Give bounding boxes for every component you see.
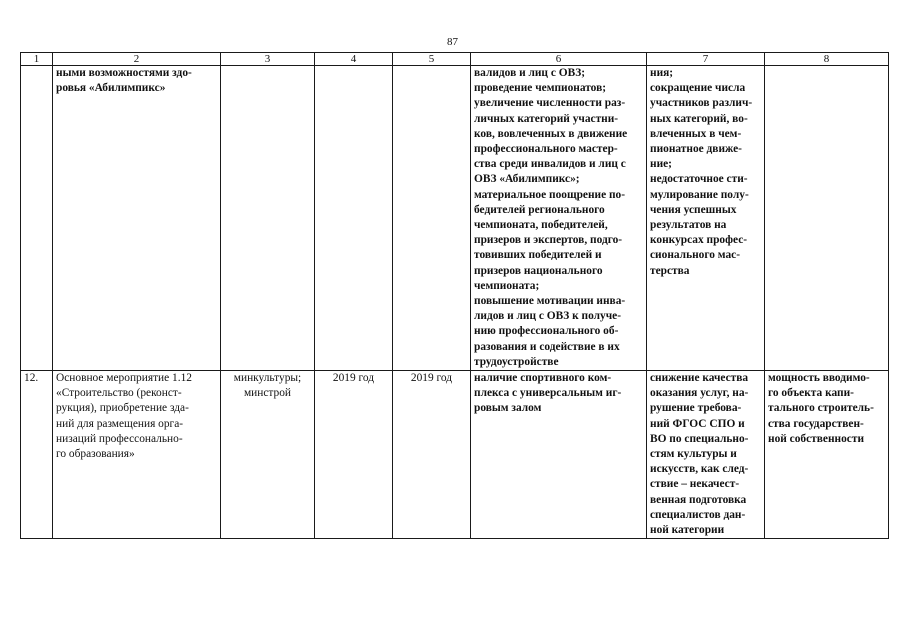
start-date-cell — [315, 66, 393, 371]
executor-cell: минкультуры; минстрой — [221, 371, 315, 539]
end-date-cell — [393, 66, 471, 371]
column-number: 6 — [471, 53, 647, 66]
program-table — [20, 52, 889, 539]
indicators-cell: мощность вводимо- го объекта капи- тального строитель- ства государствен- ной собственности — [765, 371, 889, 539]
column-number: 5 — [393, 53, 471, 66]
table-row — [21, 371, 889, 539]
row-number-cell — [21, 66, 53, 371]
column-number-row — [21, 53, 889, 66]
end-date-cell: 2019 год — [393, 371, 471, 539]
expected-result-cell: наличие спортивного ком- плекса с универсальным иг- ровым залом — [471, 371, 647, 539]
column-number: 1 — [21, 53, 53, 66]
consequences-cell: ния; сокращение числа участников различ- ных категорий, во- влеченных в чем- пионатное движе- ние; недостаточное сти- мулирование полу- чения успешных результатов на конкурсах профес- сионального мас- терства — [647, 66, 765, 371]
column-number: 8 — [765, 53, 889, 66]
table-row — [21, 66, 889, 371]
column-number: 4 — [315, 53, 393, 66]
row-number-cell: 12. — [21, 371, 53, 539]
executor-cell — [221, 66, 315, 371]
consequences-cell: снижение качества оказания услуг, на- рушение требова- ний ФГОС СПО и ВО по специально- стям культуры и искусств, как след- ствие – некачест- венная подготовка специалистов дан- ной категории — [647, 371, 765, 539]
column-number: 2 — [53, 53, 221, 66]
event-name-cell: Основное мероприятие 1.12 «Строительство (реконст- рукция), приобретение зда- ний для размещения орга- низаций профессонально- го образования» — [53, 371, 221, 539]
page-number: 87 — [447, 36, 458, 48]
column-number: 3 — [221, 53, 315, 66]
column-number: 7 — [647, 53, 765, 66]
indicators-cell — [765, 66, 889, 371]
expected-result-cell: валидов и лиц с ОВЗ; проведение чемпионатов; увеличение численности раз- личных категорий участни- ков, вовлеченных в движение профессионального мастер- ства среди инвалидов и лиц с ОВЗ «Абилимпикс»; материальное поощрение по- бедителей регионального чемпионата, победителей, призеров и экспертов, подго- товивших победителей и призеров национального чемпионата; повышение мотивации инва- лидов и лиц с ОВЗ к получе- нию профессионального об- разования и содействие в их трудоустройстве — [471, 66, 647, 371]
start-date-cell: 2019 год — [315, 371, 393, 539]
event-name-cell: ными возможностями здо- ровья «Абилимпикс» — [53, 66, 221, 371]
